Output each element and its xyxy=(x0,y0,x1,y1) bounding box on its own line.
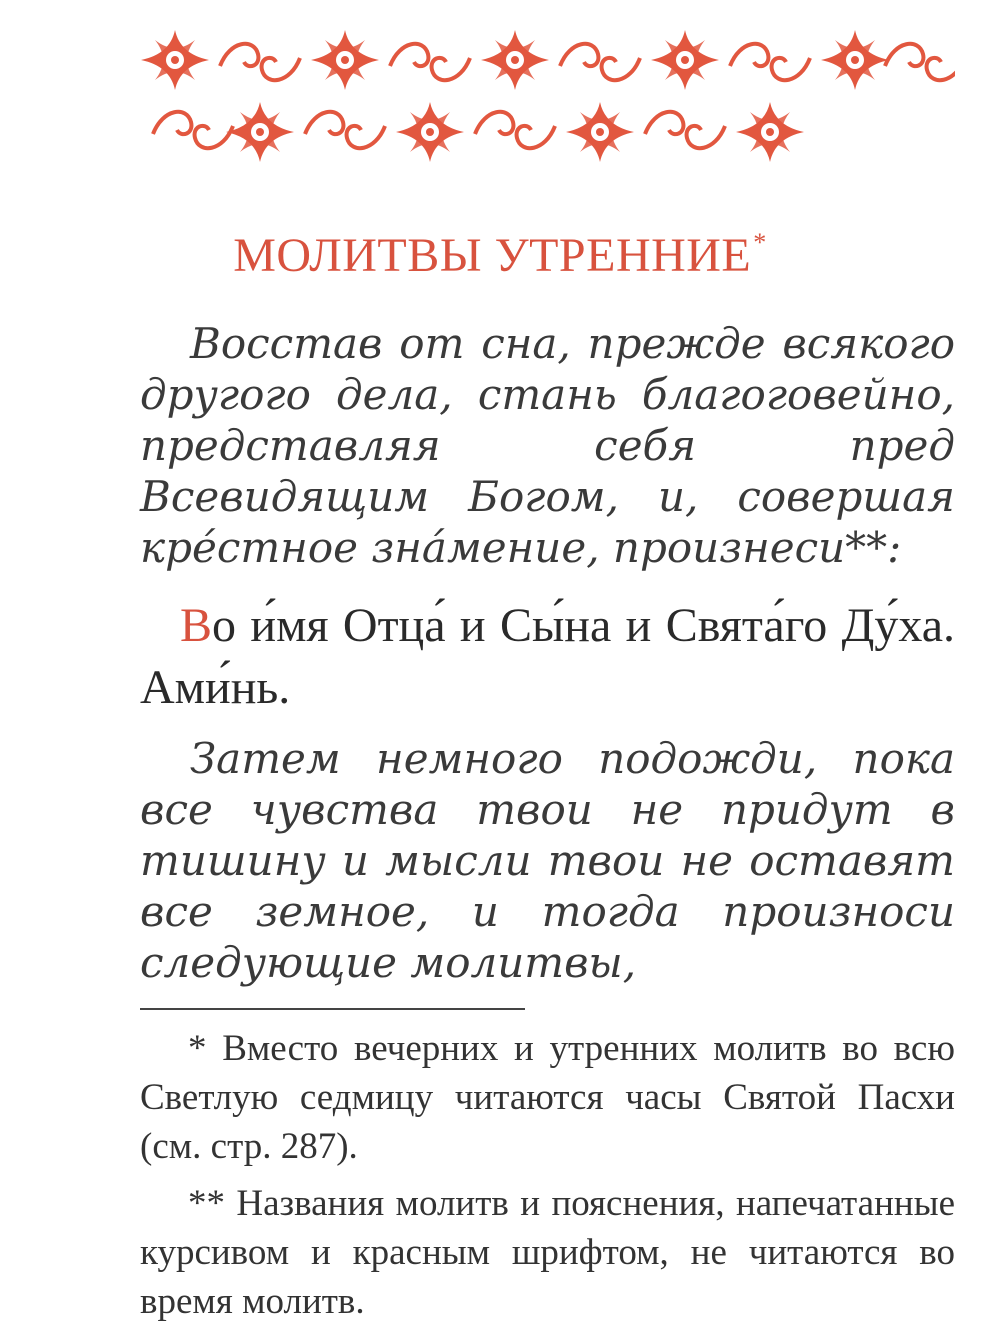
page-title xyxy=(0,228,1000,283)
footnote-divider xyxy=(140,1008,525,1010)
prayer-initial: В xyxy=(180,599,213,652)
prayer-body: о и́мя Отца́ и Сы́на и Свята́го Ду́ха. Ами́нь. xyxy=(140,599,955,714)
title-text: МОЛИТВЫ УТРЕННИЕ xyxy=(233,229,752,282)
footnote-1: * Вместо вечерних и утренних молитв во всю Светлую седмицу читаются часы Святой Пасхи (см. стр. 287). xyxy=(140,1028,955,1167)
page-body xyxy=(140,318,955,1326)
floral-ornament-icon xyxy=(135,22,955,172)
footnote-2: ** Названия молитв и пояснения, напечатанные курсивом и красным шрифтом, не читаются во время молитв. xyxy=(140,1183,955,1322)
instruction-rubric-2: Затем немного подожди, пока все чувства твои не придут в тишину и мысли твои не оставят все земное, и тогда произноси следующие молитвы, xyxy=(140,734,955,987)
title-footnote-mark: * xyxy=(753,228,767,257)
instruction-rubric-1: Восстав от сна, прежде всякого другого дела, стань благоговейно, представляя себя пред Всевидящим Богом, и, совершая кре́стное зна́мение, произнеси**: xyxy=(140,319,955,572)
prayer-text xyxy=(140,595,955,719)
